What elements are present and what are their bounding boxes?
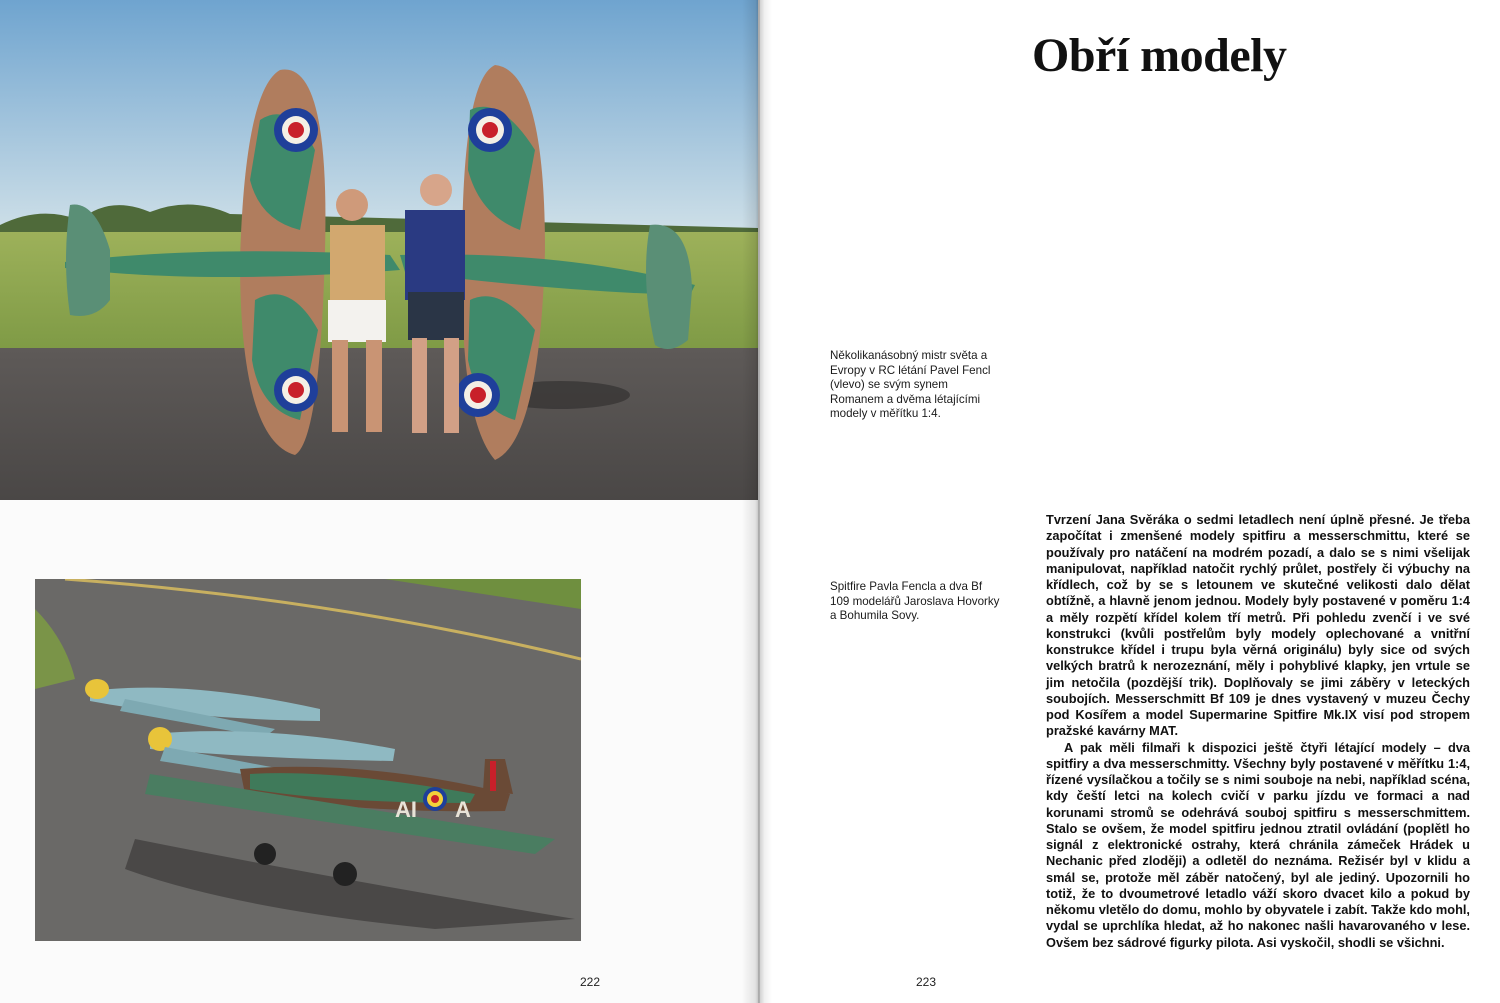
photo-caption-bottom: Spitfire Pavla Fencla a dva Bf 109 modelářů Jaroslava Hovorky a Bohumila Sovy.: [830, 580, 1000, 623]
svg-text:AI: AI: [395, 797, 417, 822]
article-paragraph: Tvrzení Jana Svěráka o sedmi letadlech není úplně přesné. Je třeba započítat i zmenšené modely spitfiru a messerschmittu, které se používaly pro natáčení na modrém pozadí, a dalo se s nimi všelijak manipulovat, například natočit rychlý průlet, postřely či výbuchy na křídlech, což by se s letounem ve skutečné velikosti dalo dělat obtížně, a hlavně jenom jednou. Modely byly postavené v poměru 1:4 a měly rozpětí křídel kolem tří metrů. Při pohledu zvenčí i ve své konstrukci (kvůli postřelům byly modely oplechované a vnitřní konstrukce křídel i trupu byla věrná originálu) byly sice od svých velkých bratrů k nerozeznání, měly i pohyblivé klapky, jen vrtule se jim netočila (pozdější trik). Doplňovaly se jimi záběry v leteckých soubojích. Messerschmitt Bf 109 je dnes vystavený v muzeu Čechy pod Kosířem a model Supermarine Spitfire Mk.IX visí pod stropem pražské kavárny MAT.: [1046, 512, 1470, 739]
article-body: [1046, 512, 1470, 951]
page-number-left: 222: [580, 975, 601, 989]
svg-text:A: A: [455, 797, 471, 822]
page-number-right: 223: [916, 975, 937, 989]
right-page: [760, 0, 1500, 1003]
article-paragraph: A pak měli filmaři k dispozici ještě čtyři létající modely – dva spitfiry a dva messerschmitty. Všechny byly postavené v měřítku 1:4, řízené vysílačkou a točily se s nimi souboje na nebi, například scéna, kdy čeští letci na kolech cvičí v parku jízdu ve formaci a nad korunami stromů se odehrává souboj spitfiru s messerschmittem. Stalo se ovšem, že model spitfiru jednou ztratil ovládání (poplětl ho signál z elektronické ostrahy, která chránila zámeček Hrádek u Nechanic před zloději) a odletěl do neznáma. Režisér byl v klidu a smál se, protože měl záběr natočený, byl ale jediný. Upozornili ho totiž, že to dvoumetrové letadlo váží skoro dvacet kilo a pokud by někomu vletělo do domu, mohlo by obyvatele i zabít. Takže kdo mohl, vydal se uprchlíka hledat, až ho nakonec našli havarovaného v lese. Ovšem bez sádrové figurky pilota. Asi vyskočil, shodli se všichni.: [1046, 739, 1470, 950]
page-title: Obří modely: [1032, 29, 1287, 82]
photo-caption-top: Několikanásobný mistr světa a Evropy v RC létání Pavel Fencl (vlevo) se svým synem Romanem a dvěma létajícími modely v měřítku 1:4.: [830, 349, 991, 421]
photo-three-model-planes-on-runway: [35, 579, 581, 941]
photo-spitfire-models-with-people: [0, 0, 758, 500]
